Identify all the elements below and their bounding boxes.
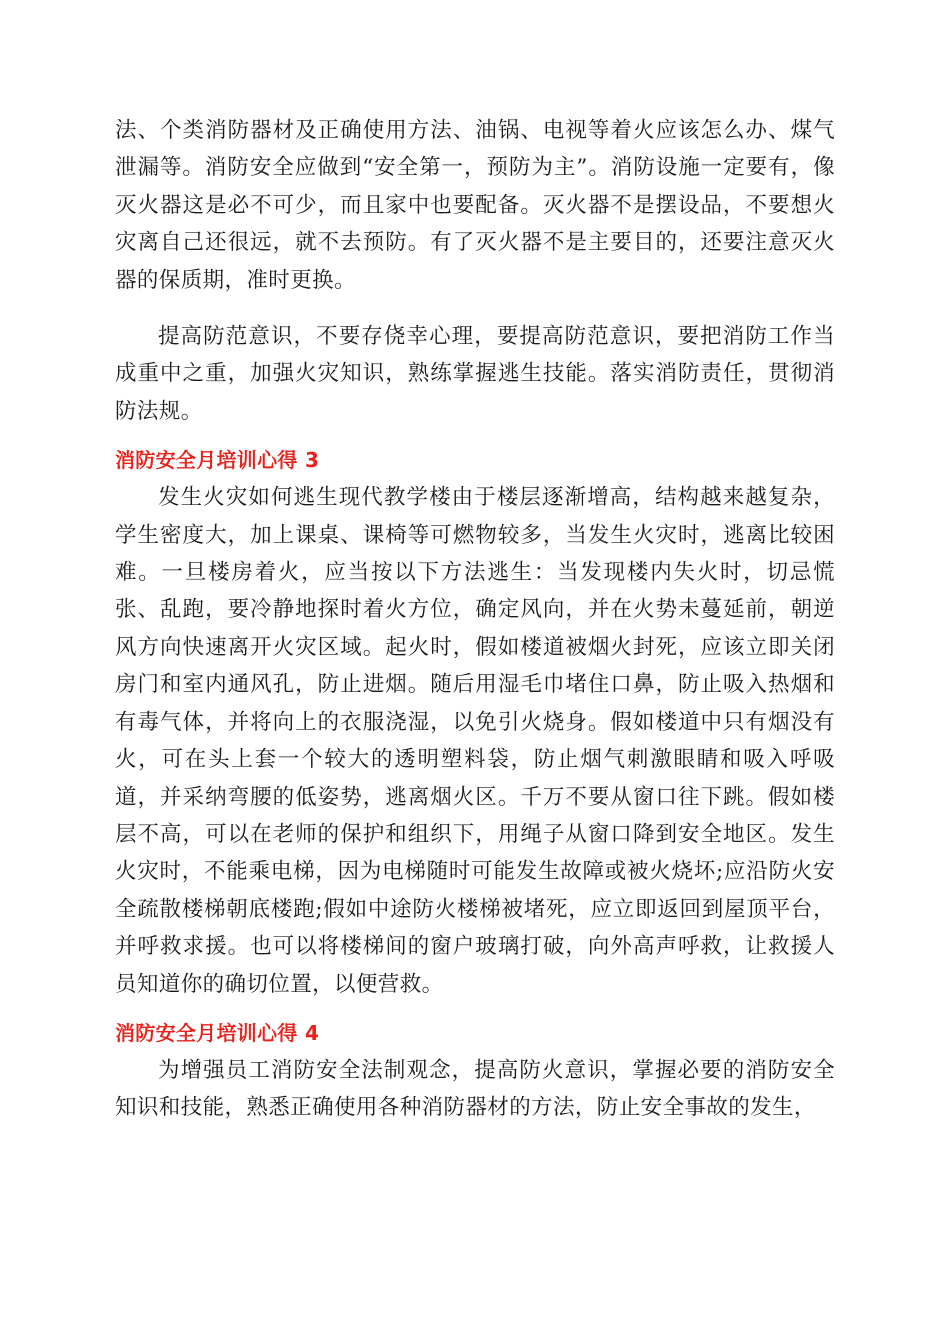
- paragraph-gap: [115, 430, 835, 442]
- section-heading-3: 消防安全月培训心得 3: [115, 448, 320, 473]
- paragraph-training: 为增强员工消防安全法制观念，提高防火意识，掌握必要的消防安全知识和技能，熟悉正确使用各种消防器材的方法，防止安全事故的发生，: [115, 1057, 835, 1121]
- paragraph-gap: [115, 299, 835, 318]
- paragraph-escape: 发生火灾如何逃生现代教学楼由于楼层逐渐增高，结构越来越复杂，学生密度大，加上课桌、课椅等可燃物较多，当发生火灾时，逃离比较困难。一旦楼房着火，应当按以下方法逃生：当发现楼内失火时，切忌慌张、乱跑，要冷静地探时着火方位，确定风向，并在火势未蔓延前，朝逆风方向快速离开火灾区域。起火时，假如楼道被烟火封死，应该立即关闭房门和室内通风孔，防止进烟。随后用湿毛巾堵住口鼻，防止吸入热烟和有毒气体，并将向上的衣服浇湿，以免引火烧身。假如楼道中只有烟没有火，可在头上套一个较大的透明塑料袋，防止烟气刺激眼睛和吸入呼吸道，并采纳弯腰的低姿势，逃离烟火区。千万不要从窗口往下跳。假如楼层不高，可以在老师的保护和组织下，用绳子从窗口降到安全地区。发生火灾时，不能乘电梯，因为电梯随时可能发生故障或被火烧坏;应沿防火安全疏散楼梯朝底楼跑;假如中途防火楼梯被堵死，应立即返回到屋顶平台，并呼救求援。也可以将楼梯间的窗户玻璃打破，向外高声呼救，让救援人员知道你的确切位置，以便营救。: [115, 485, 835, 997]
- section-heading-4: 消防安全月培训心得 4: [115, 1020, 320, 1045]
- paragraph-awareness: 提高防范意识，不要存侥幸心理，要提高防范意识，要把消防工作当成重中之重，加强火灾知识，熟练掌握逃生技能。落实消防责任，贯彻消防法规。: [115, 324, 835, 424]
- document-page: [115, 112, 835, 1127]
- paragraph-continuation: 法、个类消防器材及正确使用方法、油锅、电视等着火应该怎么办、煤气泄漏等。消防安全应做到“安全第一，预防为主”。消防设施一定要有，像灭火器这是必不可少，而且家中也要配备。灭火器不是摆设品，不要想火灾离自己还很远，就不去预防。有了灭火器不是主要目的，还要注意灭火器的保质期，准时更换。: [115, 118, 835, 293]
- paragraph-gap: [115, 1003, 835, 1015]
